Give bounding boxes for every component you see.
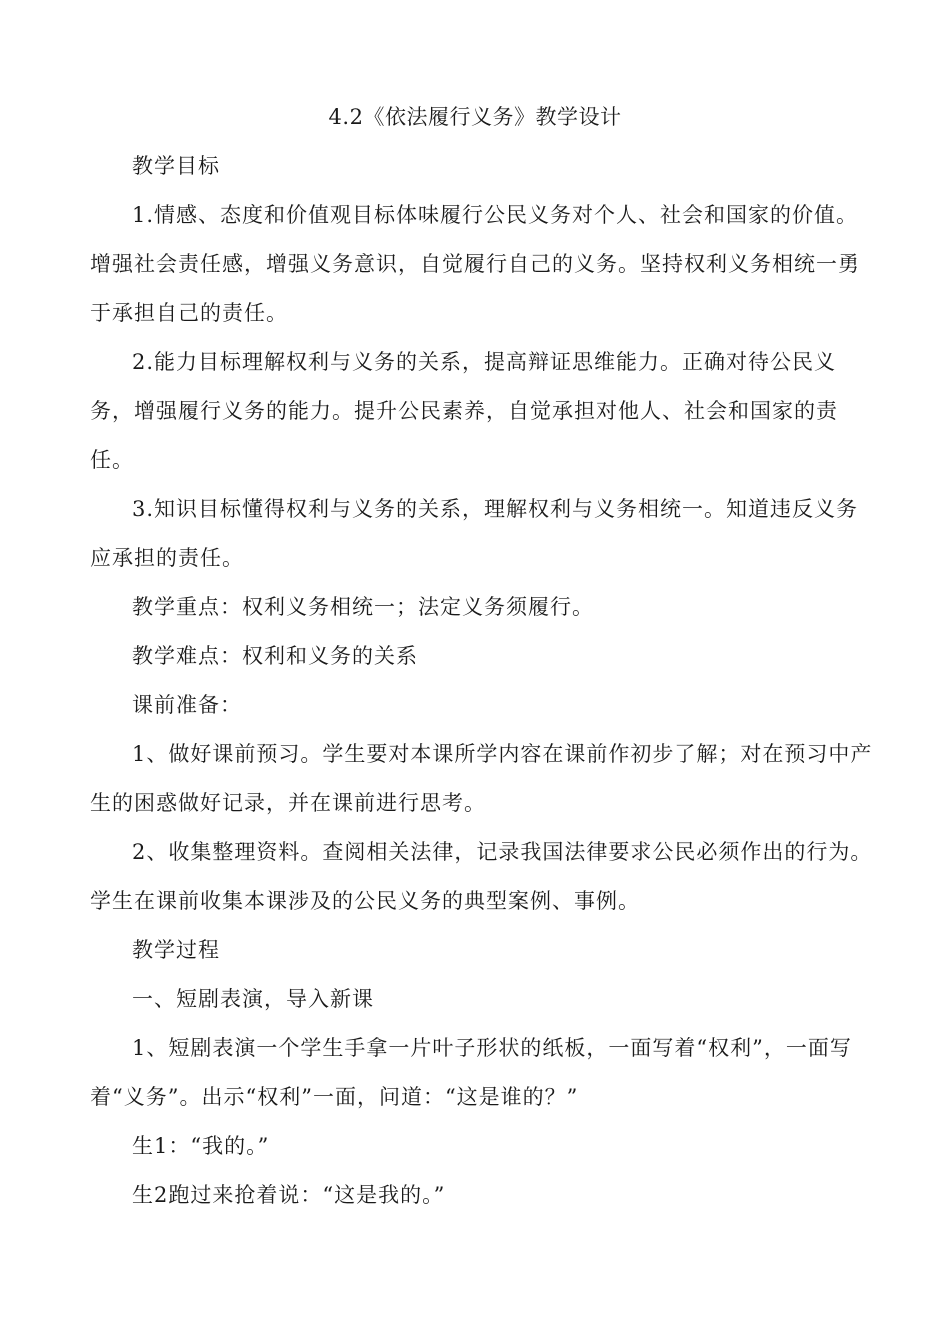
preparation-item-2: 2、收集整理资料。查阅相关法律，记录我国法律要求公民必须作出的行为。学生在课前收集本课涉及的公民义务的典型案例、事例。 [90, 840, 873, 913]
goal-knowledge-paragraph: 3.知识目标懂得权利与义务的关系，理解权利与义务相统一。知道违反义务应承担的责任。 [90, 497, 859, 570]
teaching-key-points: 教学重点：权利义务相统一；法定义务须履行。 [132, 595, 594, 619]
process-section-1-heading: 一、短剧表演，导入新课 [132, 987, 374, 1011]
skit-description-paragraph: 1、短剧表演一个学生手拿一片叶子形状的纸板，一面写着“权利”，一面写着“义务”。出示“权利”一面，问道：“这是谁的？” [90, 1036, 852, 1109]
document-body [90, 142, 880, 1220]
document-title: 4.2《依法履行义务》教学设计 [328, 105, 622, 129]
dialogue-student-2: 生2跑过来抢着说：“这是我的。” [132, 1183, 446, 1207]
dialogue-student-1: 生1：“我的。” [132, 1134, 270, 1158]
goal-ability-paragraph: 2.能力目标理解权利与义务的关系，提高辩证思维能力。正确对待公民义务，增强履行义务的能力。提升公民素养，自觉承担对他人、社会和国家的责任。 [90, 350, 838, 472]
preparation-item-1: 1、做好课前预习。学生要对本课所学内容在课前作初步了解；对在预习中产生的困惑做好记录，并在课前进行思考。 [90, 742, 873, 815]
heading-teaching-process: 教学过程 [132, 938, 220, 962]
heading-preparation: 课前准备： [132, 693, 242, 717]
goal-emotion-paragraph: 1.情感、态度和价值观目标体味履行公民义务对个人、社会和国家的价值。增强社会责任感，增强义务意识，自觉履行自己的义务。坚持权利义务相统一勇于承担自己的责任。 [90, 203, 860, 325]
teaching-difficulties: 教学难点：权利和义务的关系 [132, 644, 418, 668]
heading-teaching-goals: 教学目标 [132, 154, 220, 178]
